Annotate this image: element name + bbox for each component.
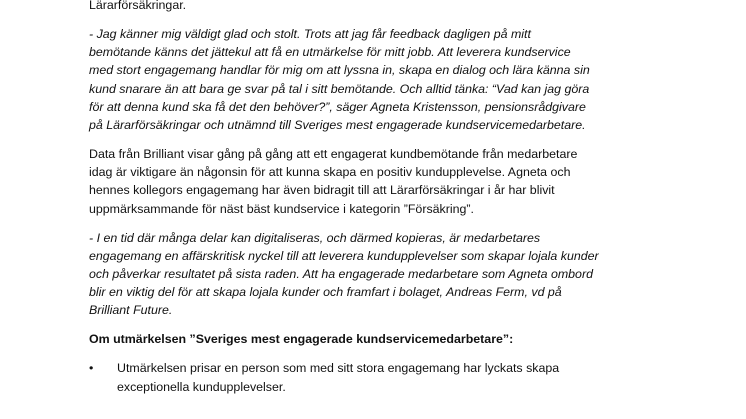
heading-text: Om utmärkelsen ”Sveriges mest engagerade kundservicemedarbetare”: — [89, 332, 514, 347]
text-line: med stort engagemang handlar för mig om att lyssna in, skapa en dialog och lära känna sin — [89, 63, 590, 78]
text-line: Lärarförsäkringar. — [89, 0, 187, 12]
text-line: kund snarare än att bara ge svar på tal i sitt bemötande. Och alltid tänka: “Vad kan jag göra — [89, 81, 590, 96]
text-line: exceptionella kundupplevelser. — [117, 379, 286, 394]
text-line: blir en viktig del för att skapa lojala kunder och framfart i bolaget, Andreas Ferm, vd på — [89, 285, 562, 300]
text-line: på Lärarförsäkringar och utnämnd till Sveriges mest engagerade kundservicemedarbetare. — [89, 118, 586, 133]
bullet-list-item — [89, 359, 689, 395]
quote-paragraph-andreas — [89, 229, 689, 320]
text-line: - I en tid där många delar kan digitaliseras, och därmed kopieras, är medarbetares — [89, 230, 541, 245]
text-line: Data från Brilliant visar gång på gång att ett engagerat kundbemötande från medarbetare — [89, 147, 578, 162]
section-heading — [89, 330, 689, 348]
text-line: engagemang en affärskritisk nyckel till att leverera kundupplevelser som skapar lojala kunder — [89, 248, 599, 263]
text-line: bemötande känns det jättekul att få en utmärkelse för mitt jobb. Att leverera kundservice — [89, 45, 571, 60]
text-line: hennes kollegors engagemang har även bidragit till att Lärarförsäkringar i år har blivit — [89, 183, 555, 198]
text-line: och påverkar resultatet på sista raden. Att ha engagerade medarbetare som Agneta ombord — [89, 267, 593, 282]
bullet-marker: • — [89, 361, 94, 376]
body-paragraph-brilliant-data — [89, 145, 689, 218]
text-line: för att denna kund ska få det den behöver?”, säger Agneta Kristensson, pensionsrådgivare — [89, 99, 586, 114]
text-line: Utmärkelsen prisar en person som med sitt stora engagemang har lyckats skapa — [117, 361, 560, 376]
text-line: uppmärksammande för näst bäst kundservice i kategorin ”Försäkring”. — [89, 201, 474, 216]
text-line: - Jag känner mig väldigt glad och stolt. Trots att jag får feedback dagligen på mitt — [89, 27, 531, 41]
text-line: idag är viktigare än någonsin för att kunna skapa en positiv kundupplevelse. Agneta och — [89, 165, 571, 180]
text-line: Brilliant Future. — [89, 303, 173, 318]
quote-paragraph-agneta — [89, 25, 689, 134]
top-fragment — [89, 0, 689, 14]
document-page — [89, 0, 689, 396]
